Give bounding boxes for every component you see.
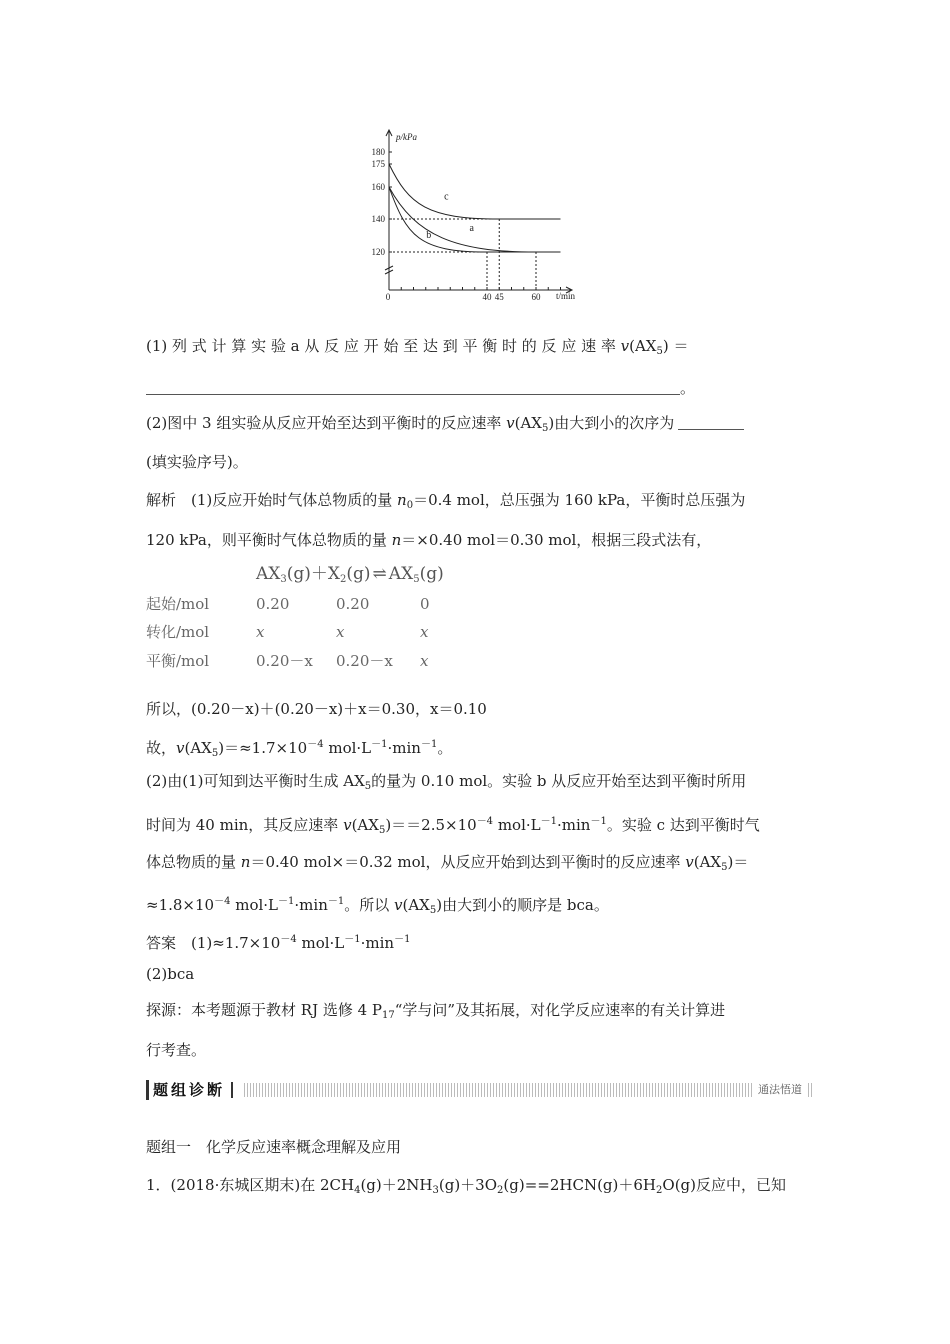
q1-tail: ) ＝ xyxy=(662,337,689,355)
y-tick-label: 175 xyxy=(371,159,385,169)
section-header xyxy=(146,1080,812,1100)
x-tick-label: 45 xyxy=(494,292,504,302)
q1-end: 。 xyxy=(680,379,696,397)
y-tick-labels xyxy=(372,147,386,257)
y-tick-label: 140 xyxy=(371,214,385,224)
part2-line-1: (2)由(1)可知到达平衡时生成 $AX_5$的量为 0.10 mol。实验 b 从反应开始至达到平衡时所用 xyxy=(146,772,747,792)
pressure-time-chart xyxy=(360,122,590,307)
answer-line-2: (2)bca xyxy=(146,965,195,983)
q2-v: v xyxy=(506,414,515,432)
section-right-label: 通法悟道 xyxy=(754,1080,806,1100)
q2-hint: (填实验序号)。 xyxy=(146,453,248,471)
q1-ax: (AX xyxy=(629,337,657,355)
y-tick-label: 160 xyxy=(371,182,385,192)
series-line-c xyxy=(389,164,561,219)
chart-series xyxy=(389,164,561,290)
calc-line-2: 故，$v(AX_5)=\approx 1.7\times 10^{-4}$ $mol\cdot L^{-1}\cdot\min^{-1}$。 xyxy=(146,739,453,759)
solution-line-1: 解析 (1)反应开始时气体总物质的量 $n_0=0.4$ mol，总压强为 160 kPa，平衡时总压强为 xyxy=(146,491,746,511)
x-tick-label: 40 xyxy=(482,292,492,302)
answer-blank-2[interactable] xyxy=(678,429,744,430)
q2-a: (2)图中 3 组实验从反应开始至达到平衡时的反应速率 xyxy=(146,414,507,432)
series-label-a: a xyxy=(469,222,474,234)
series-label-b: b xyxy=(426,229,432,241)
question-1 xyxy=(146,336,689,362)
group-title: 题组一 化学反应速率概念理解及应用 xyxy=(146,1138,402,1156)
answer-line-1: 答案 $(1)\approx 1.7\times 10^{-4}$ $mol\cdot L^{-1}\cdot\min^{-1}$ xyxy=(146,934,411,952)
q2-b: 由大到小的次序为 xyxy=(554,414,675,432)
source-line-1: 探源：本考题源于教材 RJ 选修 4 $P_{17}“$学与问”及其拓展，对化学反应速率的有关计算进 xyxy=(146,1001,726,1021)
reaction-equation: $AX_3(g)+X_2(g)$ ⇌ $AX_5(g)$ xyxy=(256,564,444,585)
x-tick-label: 0 xyxy=(385,292,391,302)
chart-axes xyxy=(385,130,572,293)
part2-line-4: $\approx 1.8\times 10^{-4}$ $mol\cdot L^{-1}\cdot\min^{-1}$。所以 $v(AX_5)$由大到小的顺序是 bca。 xyxy=(146,896,609,916)
q1-text: (1) 列 式 计 算 实 验 a 从 反 应 开 始 至 达 到 平 衡 时 的 反 应 速 率 xyxy=(146,337,621,355)
part2-line-3: 体总物质的量 n＝0.40 mol×＝0.32 mol，从反应开始到达到平衡时的反应速率 $v(AX_5)=$ xyxy=(146,853,749,873)
x-tick-label: 60 xyxy=(531,292,541,302)
part2-line-2: 时间为 40 min，其反应速率 $v(AX_5)==2.5\times 10^{-4}$ $mol\cdot L^{-1}\cdot\min^{-1}$。实验 c 达到平衡时气 xyxy=(146,816,760,836)
y-axis-label: p/kPa xyxy=(396,132,417,142)
equilibrium-arrow-icon: ⇌ xyxy=(372,564,387,584)
series-label-c: c xyxy=(444,191,449,203)
source-line-2: 行考查。 xyxy=(146,1041,207,1059)
question-1-new: 1．(2018·东城区期末)在 $2CH_4(g)+2NH_3(g)+3O_2(g)==2HCN(g)+6H_2O(g)$反应中，已知 xyxy=(146,1176,786,1196)
x-axis-label: t/min xyxy=(556,291,576,301)
x-tick-labels xyxy=(386,292,541,302)
section-stripes xyxy=(244,1083,812,1097)
y-tick-label: 180 xyxy=(371,147,385,157)
question-2: (2)图中 3 组实验从反应开始至达到平衡时的反应速率 $v(AX_5)$由大到小的次序为 xyxy=(146,413,744,439)
solution-line-2: 120 kPa，则平衡时气体总物质的量 n＝×0.40 mol＝0.30 mol，根据三段式法有， xyxy=(146,531,712,549)
calc-line-1: 所以，(0.20－x)＋(0.20－x)＋x＝0.30，x＝0.10 xyxy=(146,700,487,718)
answer-blank-1[interactable] xyxy=(146,378,695,398)
q1-sub: 5 xyxy=(656,346,663,357)
y-tick-label: 120 xyxy=(371,247,385,257)
section-title: 题组诊断 xyxy=(146,1080,225,1100)
q1-v: v xyxy=(620,337,630,355)
